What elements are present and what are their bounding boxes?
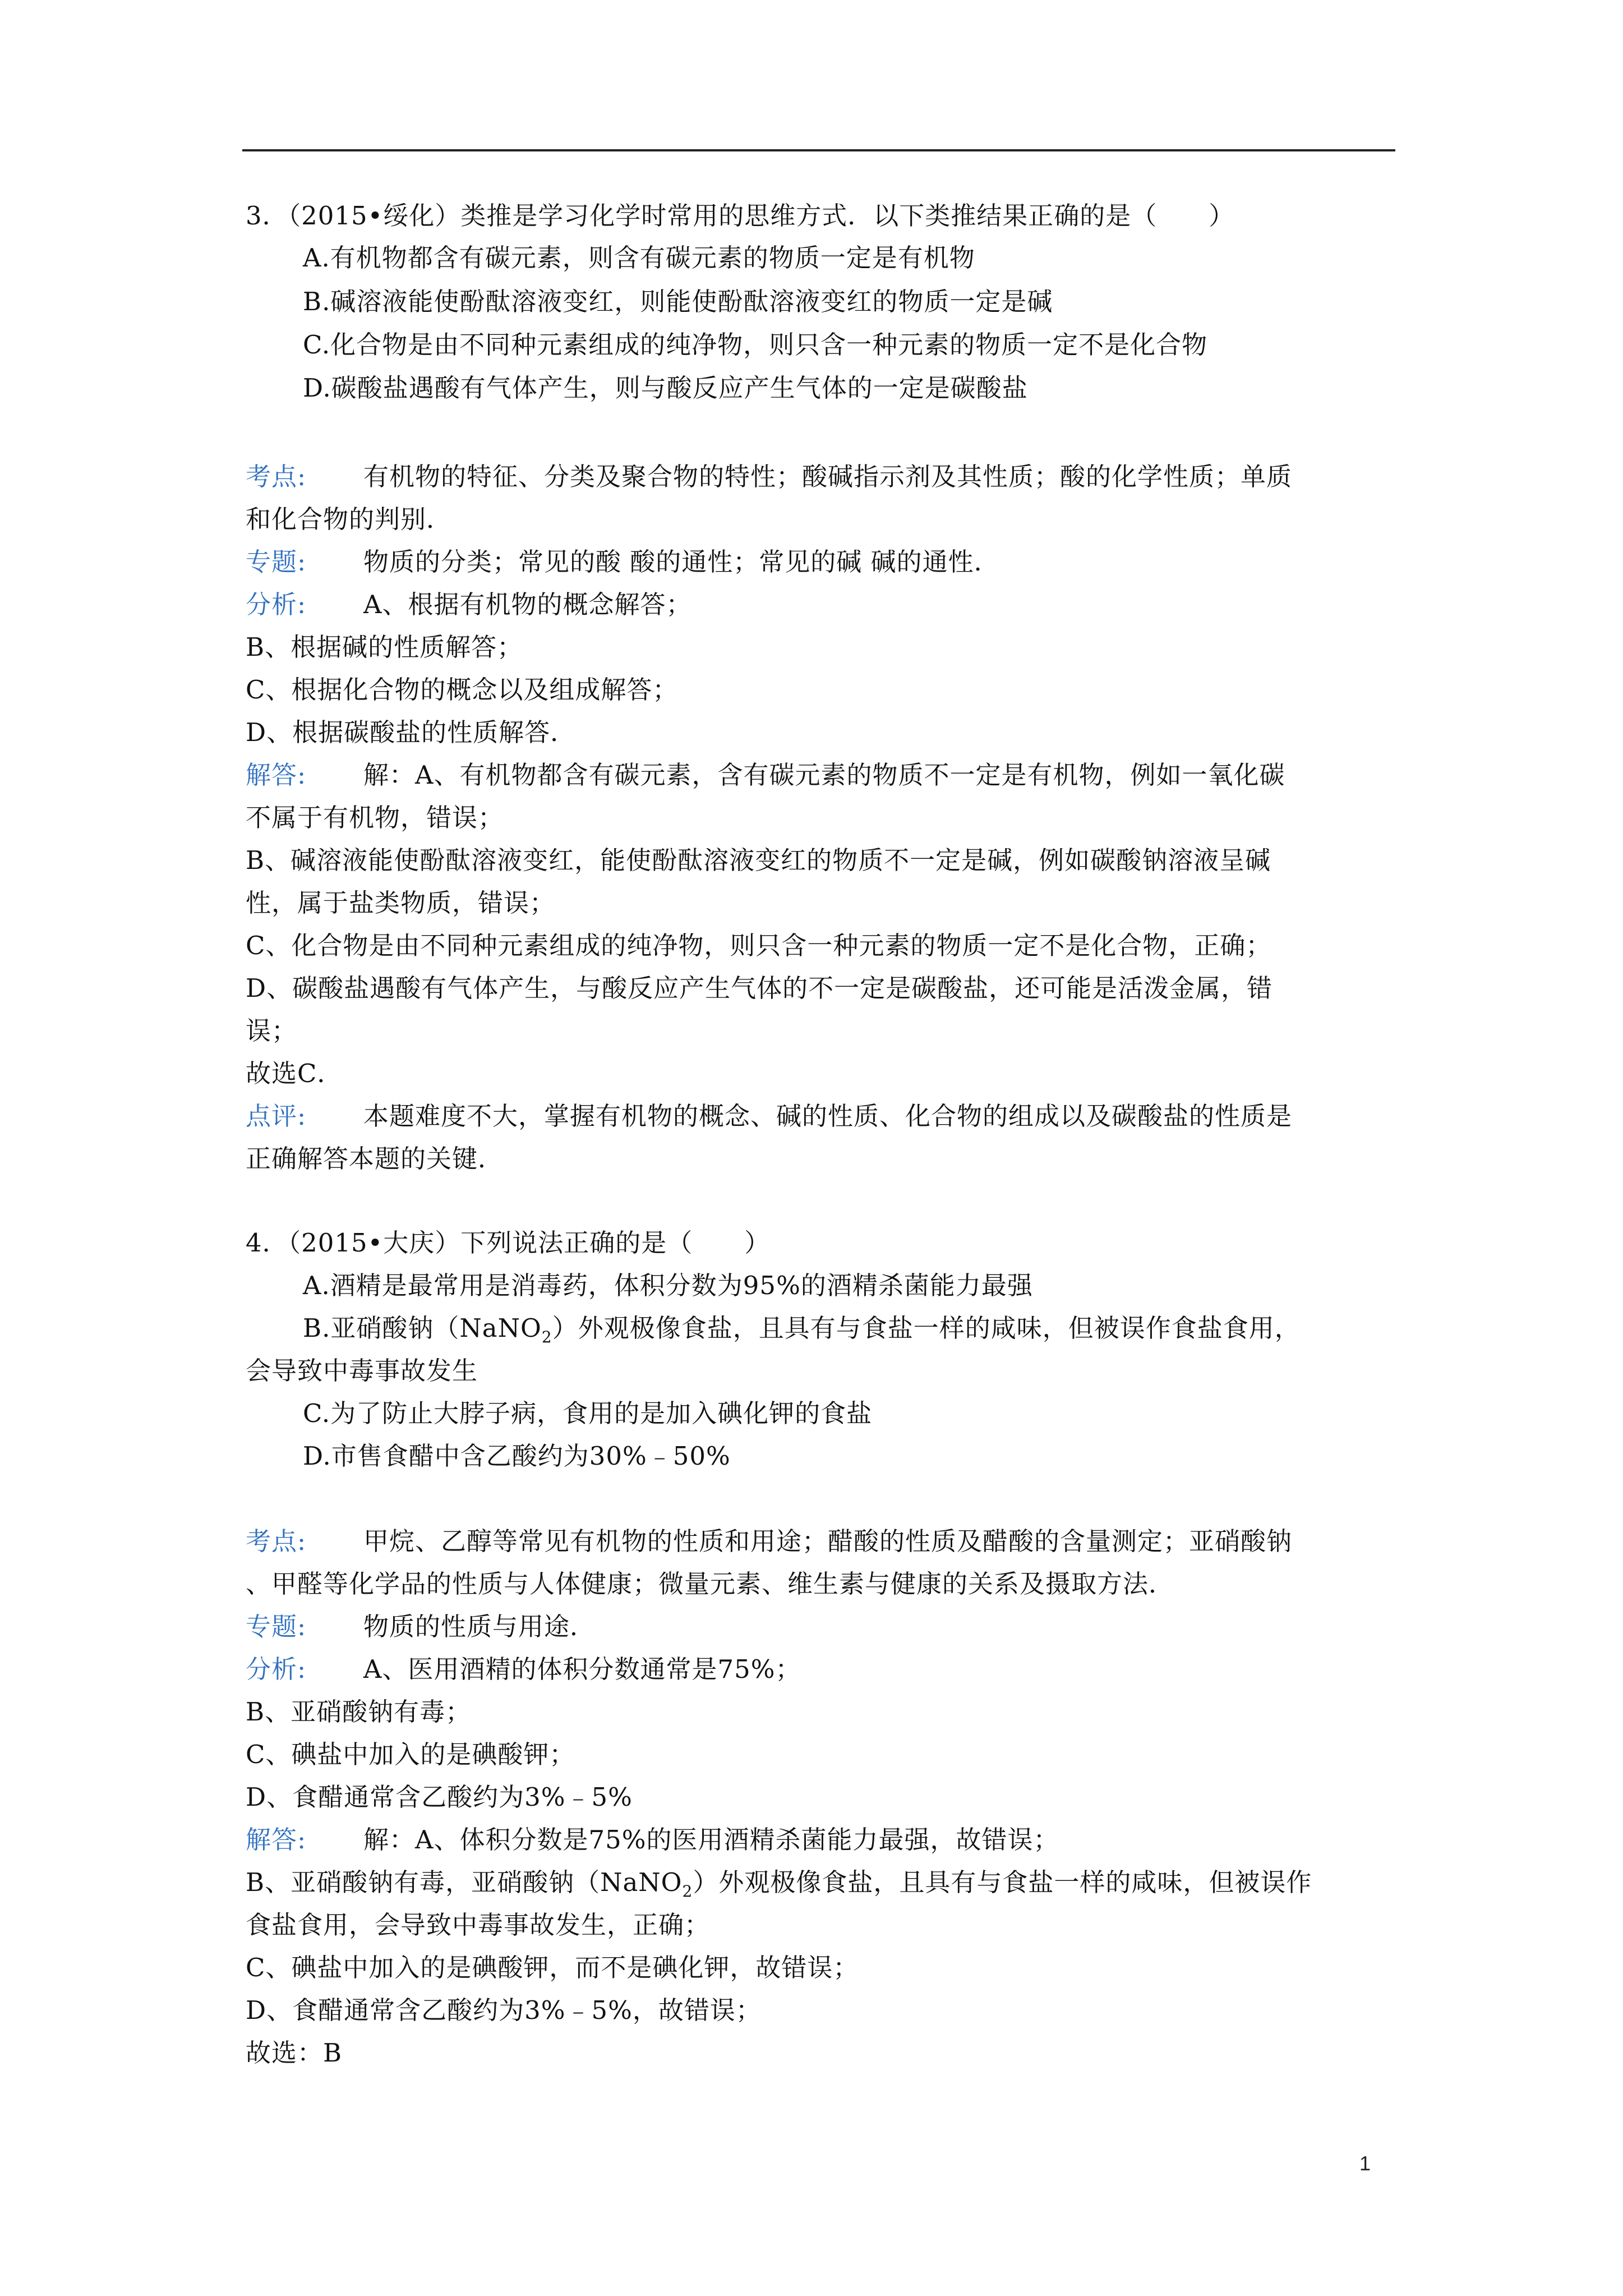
q3-jieda-5: C、化合物是由不同种元素组成的纯净物，则只含一种元素的物质一定不是化合物，正确； xyxy=(246,931,1272,960)
jieda-label: 解答: xyxy=(246,760,307,790)
q4-jieda-2-pre: B、亚硝酸钠有毒，亚硝酸钠（NaNO xyxy=(246,1867,683,1897)
header-rule xyxy=(242,149,1395,151)
q4-fenxi xyxy=(246,1653,1401,1686)
fenxi-label: 分析: xyxy=(246,590,307,619)
q3-zhuanti xyxy=(246,545,1401,579)
q4-jieda-3: 食盐食用，会导致中毒事故发生，正确； xyxy=(246,1910,711,1940)
jieda-label: 解答: xyxy=(246,1825,307,1855)
q3-dianping xyxy=(246,1099,1401,1133)
kaodian-label: 考点: xyxy=(246,1526,307,1556)
q4-option-b-sub: 2 xyxy=(541,1328,552,1346)
q4-stem: 4．（2015•大庆）下列说法正确的是（ ） xyxy=(246,1228,771,1258)
q4-fenxi-1: A、医用酒精的体积分数通常是75%； xyxy=(363,1654,801,1684)
q4-fenxi-2: B、亚硝酸钠有毒； xyxy=(246,1697,472,1727)
q4-fenxi-4: D、食醋通常含乙酸约为3%﹣5% xyxy=(246,1782,633,1812)
q3-kaodian-text-1: 有机物的特征、分类及聚合物的特性；酸碱指示剂及其性质；酸的化学性质；单质 xyxy=(363,462,1293,491)
q4-jieda-5: D、食醋通常含乙酸约为3%﹣5%，故错误； xyxy=(246,1995,762,2025)
q4-option-b xyxy=(303,1312,1458,1345)
q3-option-b: B.碱溶液能使酚酞溶液变红，则能使酚酞溶液变红的物质一定是碱 xyxy=(303,287,1053,316)
q3-jieda-8: 故选C． xyxy=(246,1059,343,1088)
q3-zhuanti-text: 物质的分类；常见的酸 酸的通性；常见的碱 碱的通性． xyxy=(363,547,1000,577)
q4-jieda-2 xyxy=(246,1866,1401,1899)
q3-kaodian xyxy=(246,460,1401,494)
q3-jieda-2: 不属于有机物，错误； xyxy=(246,803,504,832)
q4-kaodian xyxy=(246,1525,1401,1558)
q3-fenxi xyxy=(246,588,1401,622)
q4-kaodian-text-2: 、甲醛等化学品的性质与人体健康；微量元素、维生素与健康的关系及摄取方法． xyxy=(246,1569,1175,1599)
q4-option-c: C.为了防止大脖子病，食用的是加入碘化钾的食盐 xyxy=(303,1398,873,1428)
q4-zhuanti xyxy=(246,1610,1401,1644)
q4-option-a: A.酒精是最常用是消毒药，体积分数为95%的酒精杀菌能力最强 xyxy=(303,1271,1033,1300)
q3-jieda-1: 解：A、有机物都含有碳元素，含有碳元素的物质不一定是有机物，例如一氧化碳 xyxy=(363,760,1285,790)
kaodian-label: 考点: xyxy=(246,462,307,491)
q3-option-a: A.有机物都含有碳元素，则含有碳元素的物质一定是有机物 xyxy=(303,243,975,273)
q3-jieda-4: 性，属于盐类物质，错误； xyxy=(246,888,556,918)
q3-fenxi-2: B、根据碱的性质解答； xyxy=(246,632,523,662)
q3-jieda xyxy=(246,758,1401,792)
zhuanti-label: 专题: xyxy=(246,547,307,577)
q3-dianping-2: 正确解答本题的关键． xyxy=(246,1144,504,1174)
q3-dianping-1: 本题难度不大，掌握有机物的概念、碱的性质、化合物的组成以及碳酸盐的性质是 xyxy=(363,1101,1293,1131)
page-number: 1 xyxy=(1359,2152,1371,2175)
q4-option-b-pre: B.亚硝酸钠（NaNO xyxy=(303,1313,542,1343)
q3-option-c: C.化合物是由不同种元素组成的纯净物，则只含一种元素的物质一定不是化合物 xyxy=(303,330,1208,360)
fenxi-label: 分析: xyxy=(246,1654,307,1684)
q3-fenxi-3: C、根据化合物的概念以及组成解答； xyxy=(246,675,679,705)
zhuanti-label: 专题: xyxy=(246,1612,307,1641)
q3-fenxi-1: A、根据有机物的概念解答； xyxy=(363,590,692,619)
q4-jieda-6: 故选：B xyxy=(246,2038,343,2068)
dianping-label: 点评: xyxy=(246,1101,307,1131)
q4-fenxi-3: C、碘盐中加入的是碘酸钾； xyxy=(246,1740,575,1769)
q3-jieda-7: 误； xyxy=(246,1016,298,1046)
q4-option-b-cont: 会导致中毒事故发生 xyxy=(246,1356,478,1386)
q4-jieda-4: C、碘盐中加入的是碘酸钾，而不是碘化钾，故错误； xyxy=(246,1953,859,1982)
q3-stem: 3．（2015•绥化）类推是学习化学时常用的思维方式．以下类推结果正确的是（ ） xyxy=(246,201,1235,231)
q4-jieda-1: 解：A、体积分数是75%的医用酒精杀菌能力最强，故错误； xyxy=(363,1825,1059,1855)
q4-option-b-post: ）外观极像食盐，且具有与食盐一样的咸味，但被误作食盐食用， xyxy=(552,1313,1301,1343)
q4-kaodian-text-1: 甲烷、乙醇等常见有机物的性质和用途；醋酸的性质及醋酸的含量测定；亚硝酸钠 xyxy=(363,1526,1293,1556)
q3-fenxi-4: D、根据碳酸盐的性质解答． xyxy=(246,717,577,747)
q3-jieda-6: D、碳酸盐遇酸有气体产生，与酸反应产生气体的不一定是碳酸盐，还可能是活泼金属，错 xyxy=(246,973,1273,1003)
q4-jieda xyxy=(246,1823,1401,1857)
q4-jieda-2-post: ）外观极像食盐，且具有与食盐一样的咸味，但被误作 xyxy=(693,1867,1312,1897)
q3-jieda-3: B、碱溶液能使酚酞溶液变红，能使酚酞溶液变红的物质不一定是碱，例如碳酸钠溶液呈碱 xyxy=(246,845,1271,875)
q4-jieda-2-sub: 2 xyxy=(682,1882,693,1901)
q3-option-d: D.碳酸盐遇酸有气体产生，则与酸反应产生气体的一定是碳酸盐 xyxy=(303,373,1028,403)
q3-kaodian-text-2: 和化合物的判别． xyxy=(246,504,453,534)
q4-zhuanti-text: 物质的性质与用途． xyxy=(363,1612,596,1641)
q4-option-d: D.市售食醋中含乙酸约为30%﹣50% xyxy=(303,1441,731,1471)
